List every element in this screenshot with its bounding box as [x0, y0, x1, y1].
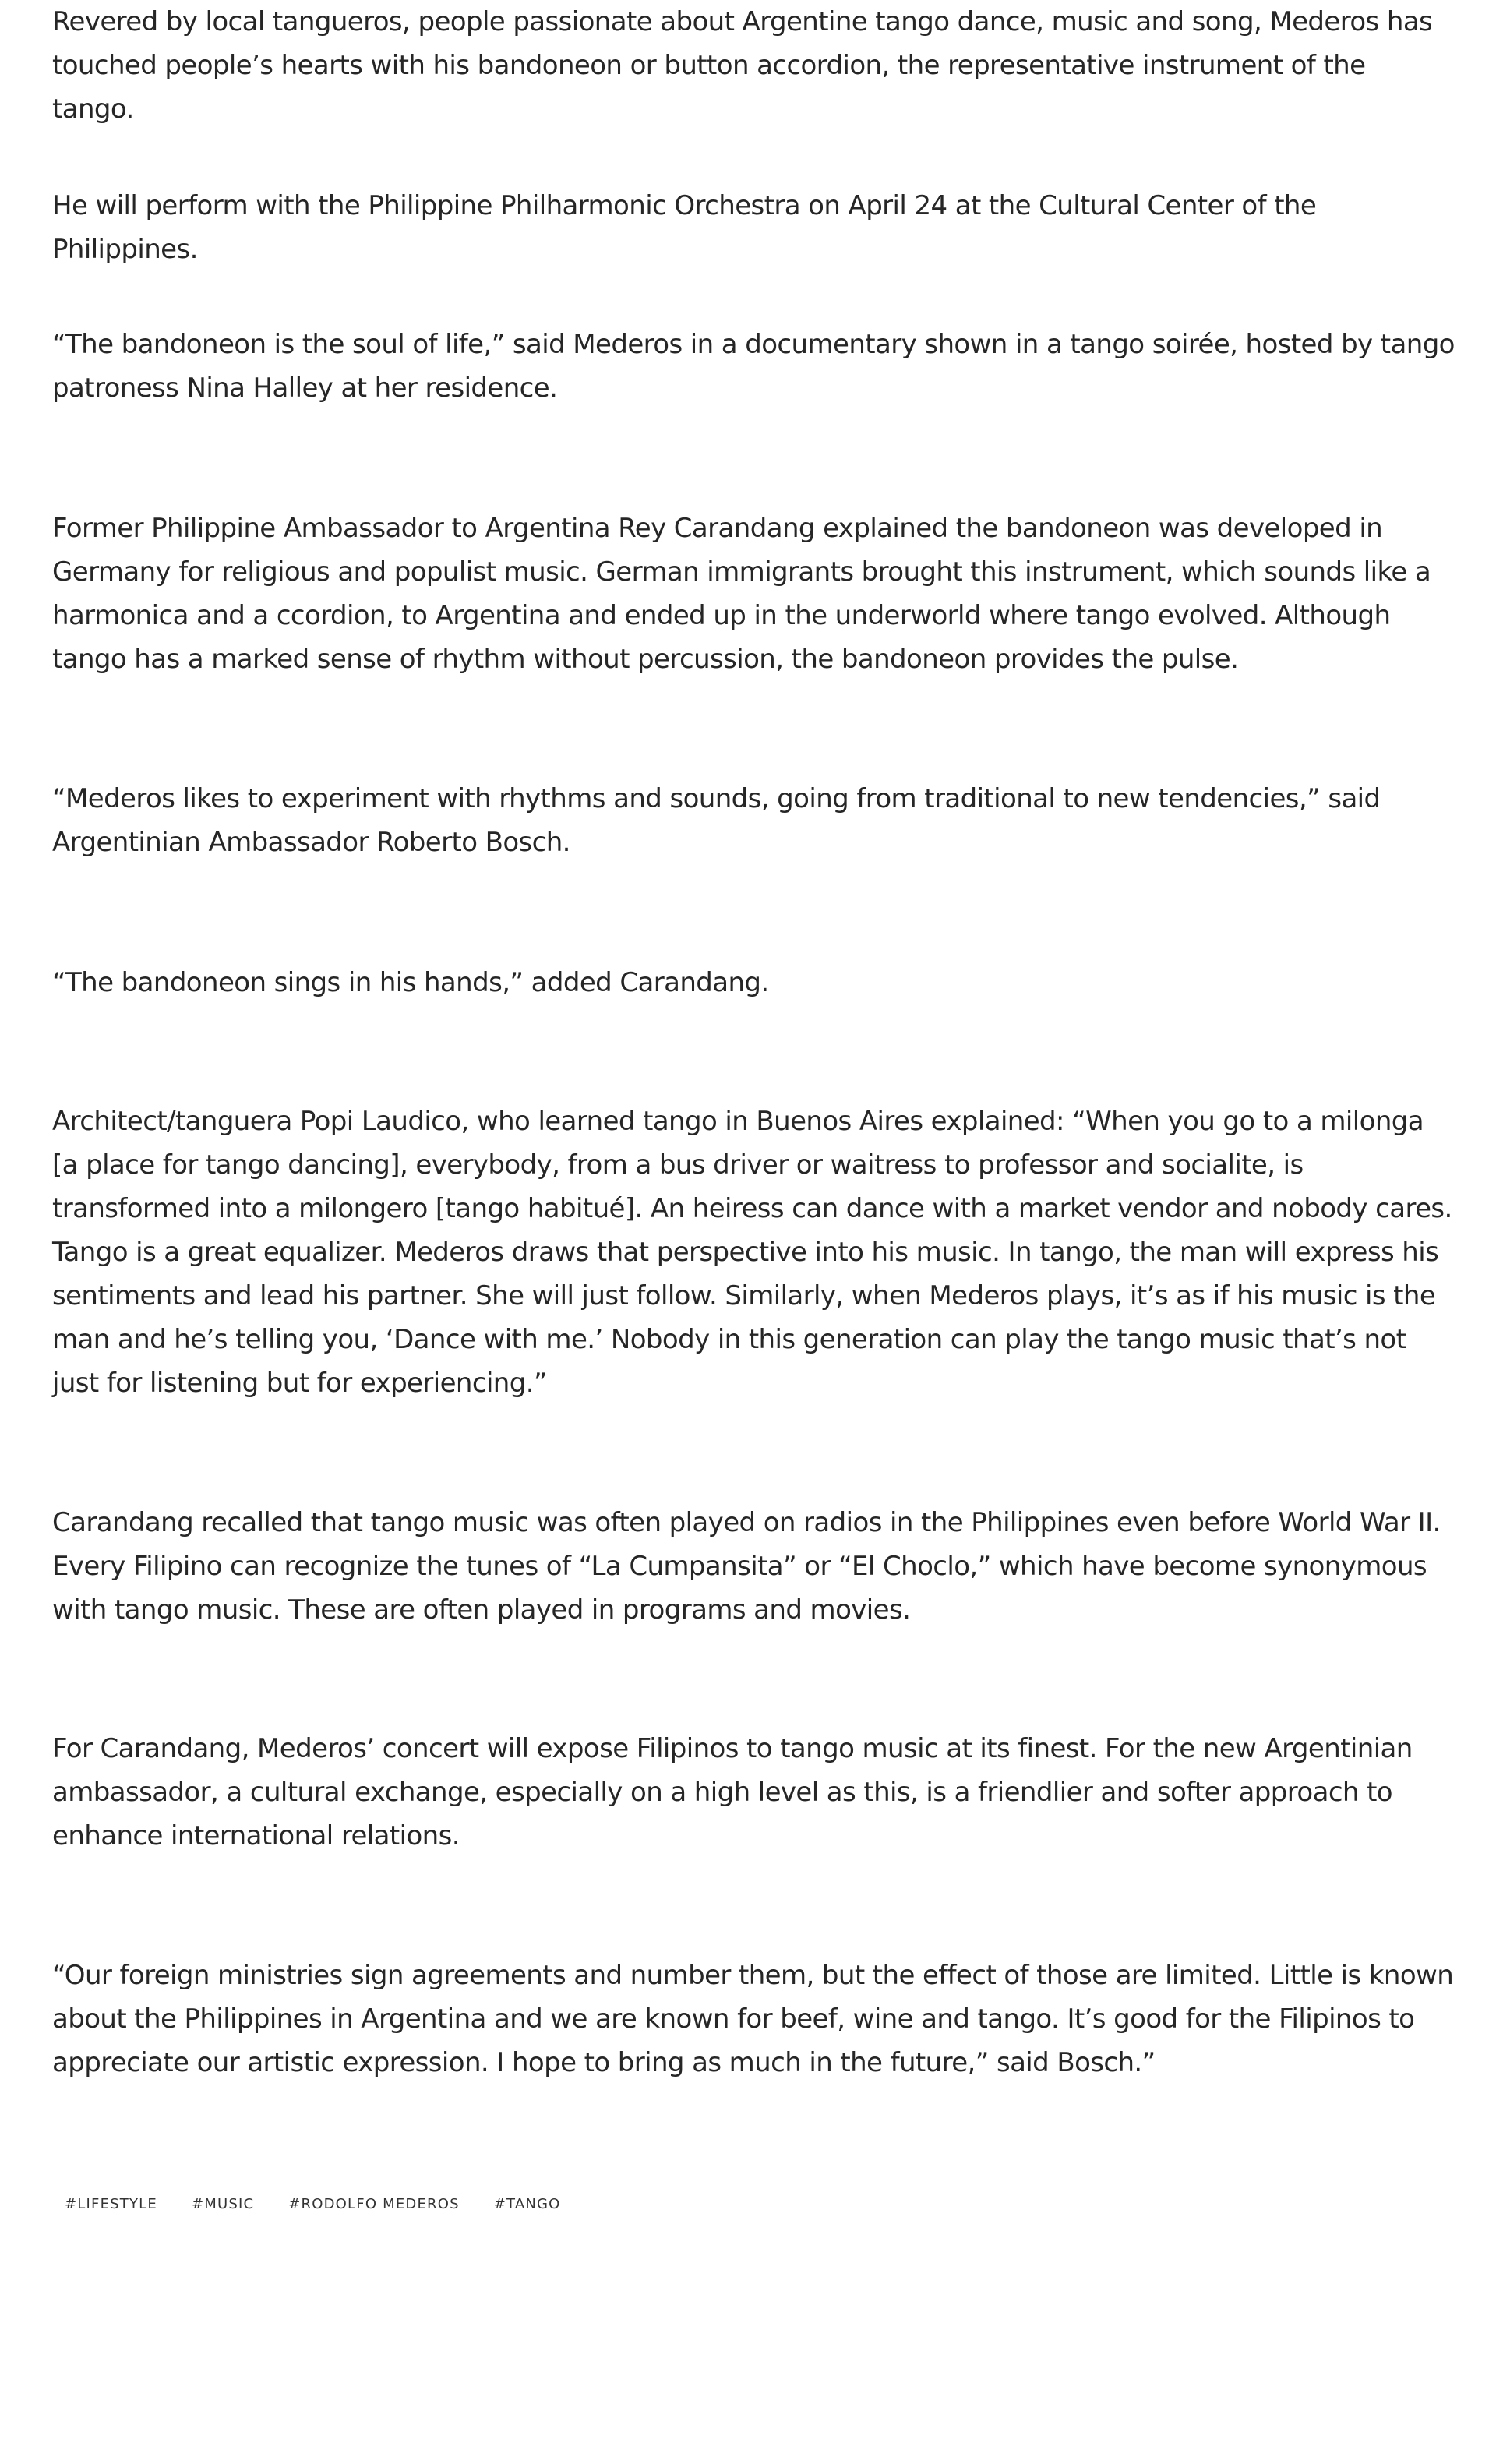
paragraph: “The bandoneon sings in his hands,” added Carandang. [52, 967, 769, 998]
paragraph: “Mederos likes to experiment with rhythms and sounds, going from traditional to new tendencies,” said Argentinian Ambassador Roberto Bosch. [52, 783, 1381, 858]
tag-lifestyle[interactable]: #LIFESTYLE [65, 2196, 157, 2212]
paragraph: “Our foreign ministries sign agreements and number them, but the effect of those are limited. Little is known about the Philippines in Argentina and we are known for beef, wine and tango. It’s good for the Filipinos to appreciate our artistic expression. I hope to bring as much in the future,” said Bosch.” [52, 1960, 1454, 2078]
tag-tango[interactable]: #TANGO [493, 2196, 561, 2212]
tag-music[interactable]: #MUSIC [191, 2196, 255, 2212]
paragraph: Revered by local tangueros, people passionate about Argentine tango dance, music and song, Mederos has touched people’s hearts with his bandoneon or button accordion, the representative instrument of the tango. [52, 6, 1433, 125]
paragraph: Former Philippine Ambassador to Argentina Rey Carandang explained the bandoneon was developed in Germany for religious and populist music. German immigrants brought this instrument, which sounds like a harmonica and a ccordion, to Argentina and ended up in the underworld where tango evolved. Although tango has a marked sense of rhythm without percussion, the bandoneon provides the pulse. [52, 513, 1431, 675]
paragraph: He will perform with the Philippine Philharmonic Orchestra on April 24 at the Cultural Center of the Philippines. [52, 190, 1317, 265]
paragraph: Carandang recalled that tango music was often played on radios in the Philippines even before World War II. Every Filipino can recognize the tunes of “La Cumpansita” or “El Choclo,” which have become synonymous with tango music. These are often played in programs and movies. [52, 1507, 1441, 1626]
paragraph: For Carandang, Mederos’ concert will expose Filipinos to tango music at its finest. For the new Argentinian ambassador, a cultural exchange, especially on a high level as this, is a friendlier and softer approach to enhance international relations. [52, 1733, 1413, 1852]
paragraph: “The bandoneon is the soul of life,” said Mederos in a documentary shown in a tango soirée, hosted by tango patroness Nina Halley at her residence. [52, 329, 1455, 404]
tag-list [52, 2183, 573, 2225]
paragraph: Architect/tanguera Popi Laudico, who learned tango in Buenos Aires explained: “When you go to a milonga [a place for tango dancing], everybody, from a bus driver or waitress to professor and socialite, is transformed into a milongero [tango habitué]. An heiress can dance with a market vendor and nobody cares. Tango is a great equalizer. Mederos draws that perspective into his music. In tango, the man will express his sentiments and lead his partner. She will just follow. Similarly, when Mederos plays, it’s as if his music is the man and he’s telling you, ‘Dance with me.’ Nobody in this generation can play the tango music that’s not just for listening but for experiencing.” [52, 1106, 1452, 1399]
tag-rodolfo-mederos[interactable]: #RODOLFO MEDEROS [288, 2196, 460, 2212]
